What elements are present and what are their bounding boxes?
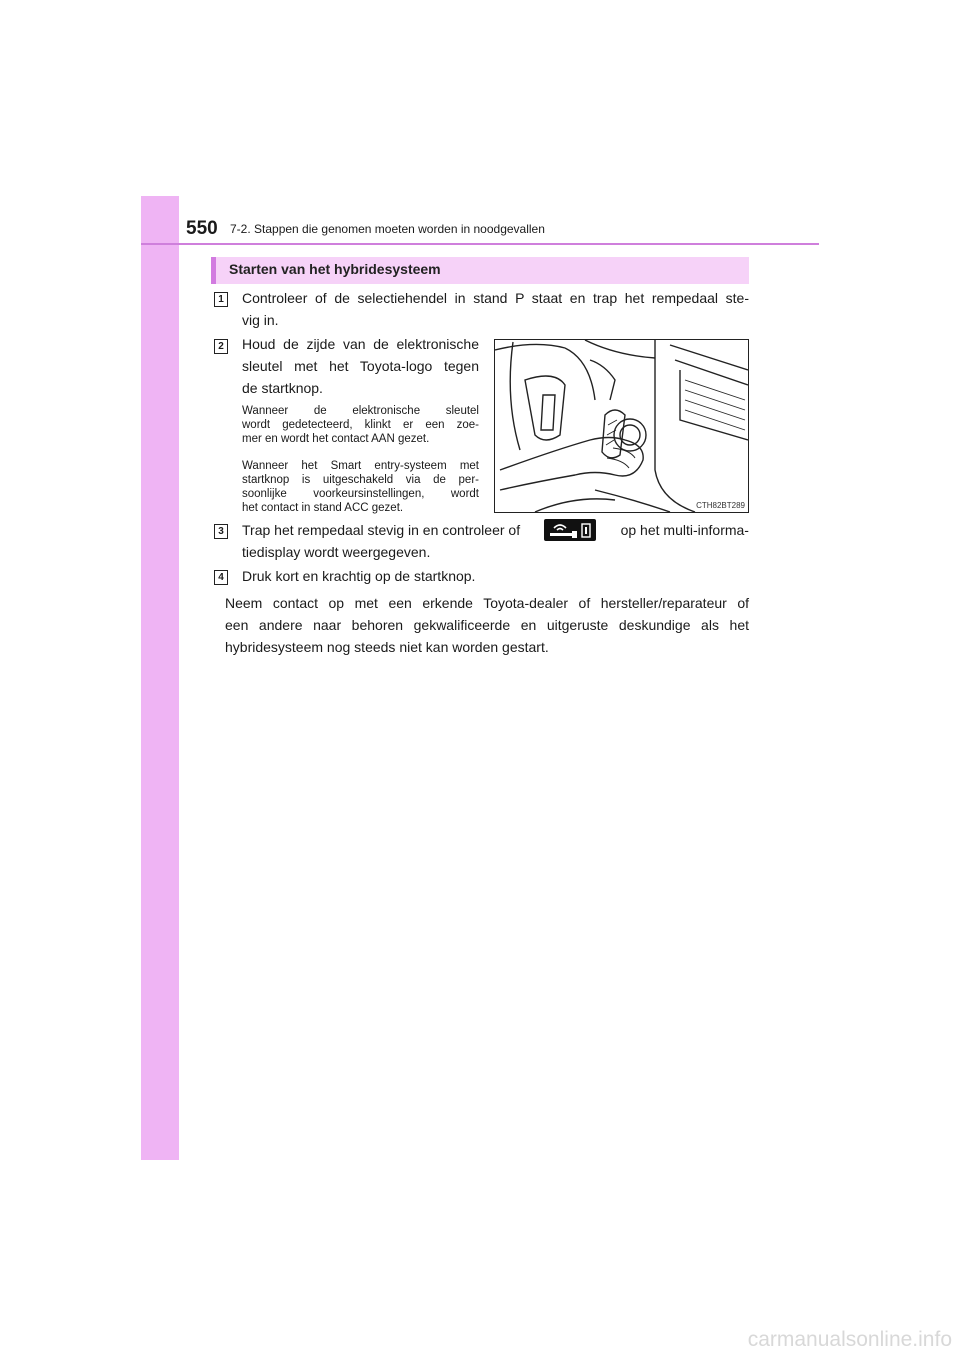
step-4-text: Druk kort en krachtig op de startknop. <box>242 568 476 584</box>
step-3-text-after-icon: op het multi-informa- <box>620 522 749 538</box>
step-1-text <box>242 287 749 331</box>
step-number-2: 2 <box>214 339 228 354</box>
page-number: 550 <box>186 218 218 239</box>
step-number-4: 4 <box>214 570 228 585</box>
figure-caption: CTH82BT289 <box>696 501 745 510</box>
step-2-text <box>242 333 479 399</box>
closing-line-2: een andere naar behoren gekwalificeerde en uitgeruste deskundige als het <box>225 617 749 633</box>
closing-line-3: hybridesysteem nog steeds niet kan worden gestart. <box>225 639 549 655</box>
chapter-sidebar <box>141 196 179 1160</box>
step-3-text-before-icon: Trap het rempedaal stevig in en controleer of <box>242 522 521 538</box>
closing-line-1: Neem contact op met een erkende Toyota-dealer of hersteller/reparateur of <box>225 595 749 611</box>
site-watermark: carmanualsonline.info <box>747 1328 952 1351</box>
step-2-note-1-line-3: mer en wordt het contact AAN gezet. <box>242 433 430 445</box>
step-2-note-2 <box>242 459 479 515</box>
step-number-1: 1 <box>214 292 228 307</box>
step-2-note-1-line-2: wordt gedetecteerd, klinkt er een zoe- <box>242 419 479 431</box>
step-2-line-1: Houd de zijde van de elektronische <box>242 336 479 352</box>
hybrid-system-ready-indicator-icon <box>544 519 596 541</box>
step-2-line-3: de startknop. <box>242 380 323 396</box>
step-2-line-2: sleutel met het Toyota-logo tegen <box>242 358 479 374</box>
ready-indicator-glyph-icon <box>544 519 596 541</box>
key-on-start-button-illustration <box>494 339 749 513</box>
header-rule <box>141 243 819 245</box>
step-2-note-1-line-1: Wanneer de elektronische sleutel <box>242 405 479 417</box>
step-2-note-2-line-3: soonlijke voorkeursinstellingen, wordt <box>242 488 479 500</box>
step-3-text <box>242 519 749 563</box>
step-1-line-2: vig in. <box>242 312 279 328</box>
hand-holding-key-icon <box>495 340 748 512</box>
step-2-note-2-line-1: Wanneer het Smart entry-systeem met <box>242 460 479 472</box>
step-3-line-1 <box>242 519 749 541</box>
step-number-3: 3 <box>214 524 228 539</box>
section-heading-bar <box>211 257 749 284</box>
section-title: Starten van het hybridesysteem <box>229 261 441 277</box>
step-2-note-2-line-4: het contact in stand ACC gezet. <box>242 502 404 514</box>
closing-paragraph <box>225 592 749 658</box>
step-2-note-2-line-2: startknop is uitgeschakeld via de per- <box>242 474 479 486</box>
step-3-line-2: tiedisplay wordt weergegeven. <box>242 544 431 560</box>
chapter-title: 7-2. Stappen die genomen moeten worden in noodgevallen <box>230 222 545 236</box>
step-1-line-1: Controleer of de selectiehendel in stand P staat en trap het rempedaal ste- <box>242 290 749 306</box>
step-2-note-1 <box>242 404 479 446</box>
